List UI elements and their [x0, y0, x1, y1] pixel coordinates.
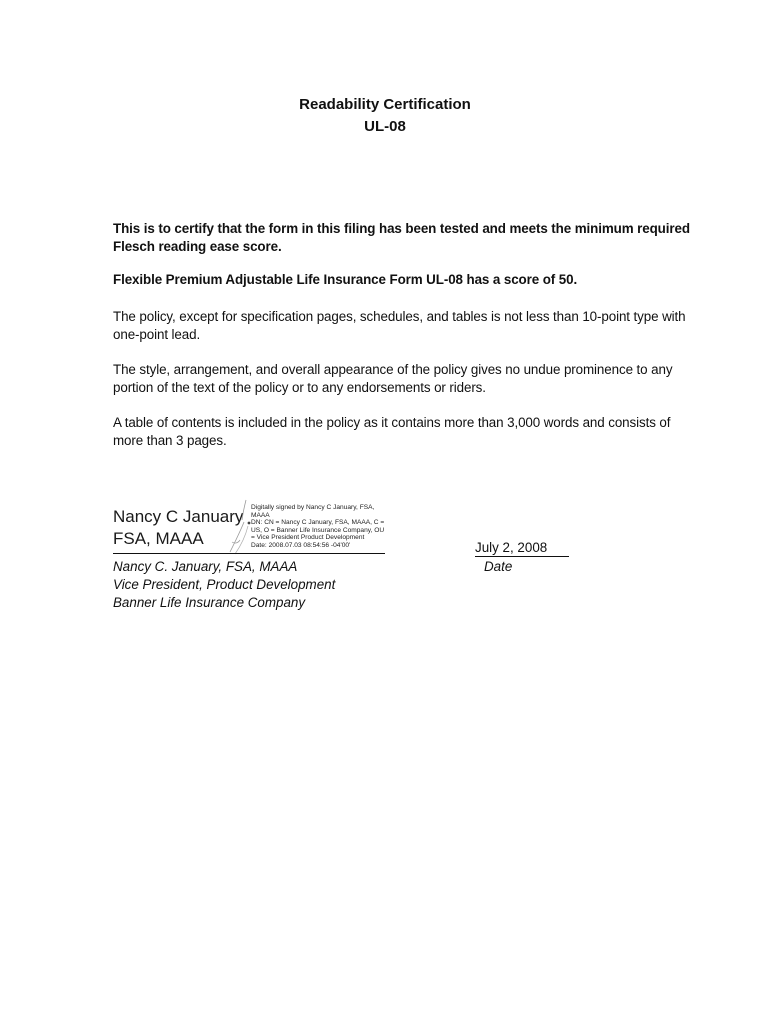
date-label: Date: [484, 559, 513, 574]
signature-name-line: FSA, MAAA: [113, 529, 204, 548]
signer-info: [113, 558, 335, 612]
digital-signature-name: [113, 506, 243, 550]
paragraph-line: one-point lead.: [113, 327, 201, 342]
signer-name: Nancy C. January, FSA, MAAA: [113, 559, 298, 574]
signature-date: July 2, 2008: [475, 540, 569, 557]
signer-company: Banner Life Insurance Company: [113, 595, 306, 610]
signature-detail-line: Digitally signed by Nancy C January, FSA,: [251, 504, 375, 511]
paragraph-line: Flexible Premium Adjustable Life Insurance Form UL-08 has a score of 50.: [113, 272, 578, 287]
type-size-statement: [113, 308, 686, 344]
signature-detail-line: DN: CN = Nancy C January, FSA, MAAA, C =: [251, 519, 385, 527]
paragraph-line: portion of the text of the policy or to any endorsements or riders.: [113, 380, 486, 395]
table-of-contents-statement: [113, 414, 673, 450]
signature-detail-line: MAAA: [251, 511, 270, 519]
paragraph-line: Flesch reading ease score.: [113, 239, 282, 254]
form-number: UL-08: [364, 118, 406, 135]
score-statement: [113, 271, 673, 289]
certification-statement: [113, 220, 690, 256]
paragraph-line: The style, arrangement, and overall appearance of the policy gives no undue prominence to any: [113, 362, 673, 377]
signature-detail-line: US, O = Banner Life Insurance Company, OU: [251, 526, 385, 534]
paragraph-line: This is to certify that the form in this filing has been tested and meets the minimum required: [113, 221, 690, 236]
signature-detail-line: Date: 2008.07.03 08:54:56 -04'00': [251, 541, 351, 549]
paragraph-line: more than 3 pages.: [113, 433, 227, 448]
style-statement: [113, 361, 673, 397]
document-title: Readability Certification: [299, 96, 471, 113]
signature-line: [113, 553, 385, 554]
signature-name-line: Nancy C January: [113, 507, 244, 526]
paragraph-line: The policy, except for specification pages, schedules, and tables is not less than 10-point type with: [113, 309, 686, 324]
digital-signature-details: [251, 504, 391, 550]
signature-detail-line: = Vice President Product Development: [251, 534, 365, 542]
signer-title: Vice President, Product Development: [113, 577, 336, 592]
paragraph-line: A table of contents is included in the policy as it contains more than 3,000 words and consists of: [113, 415, 671, 430]
